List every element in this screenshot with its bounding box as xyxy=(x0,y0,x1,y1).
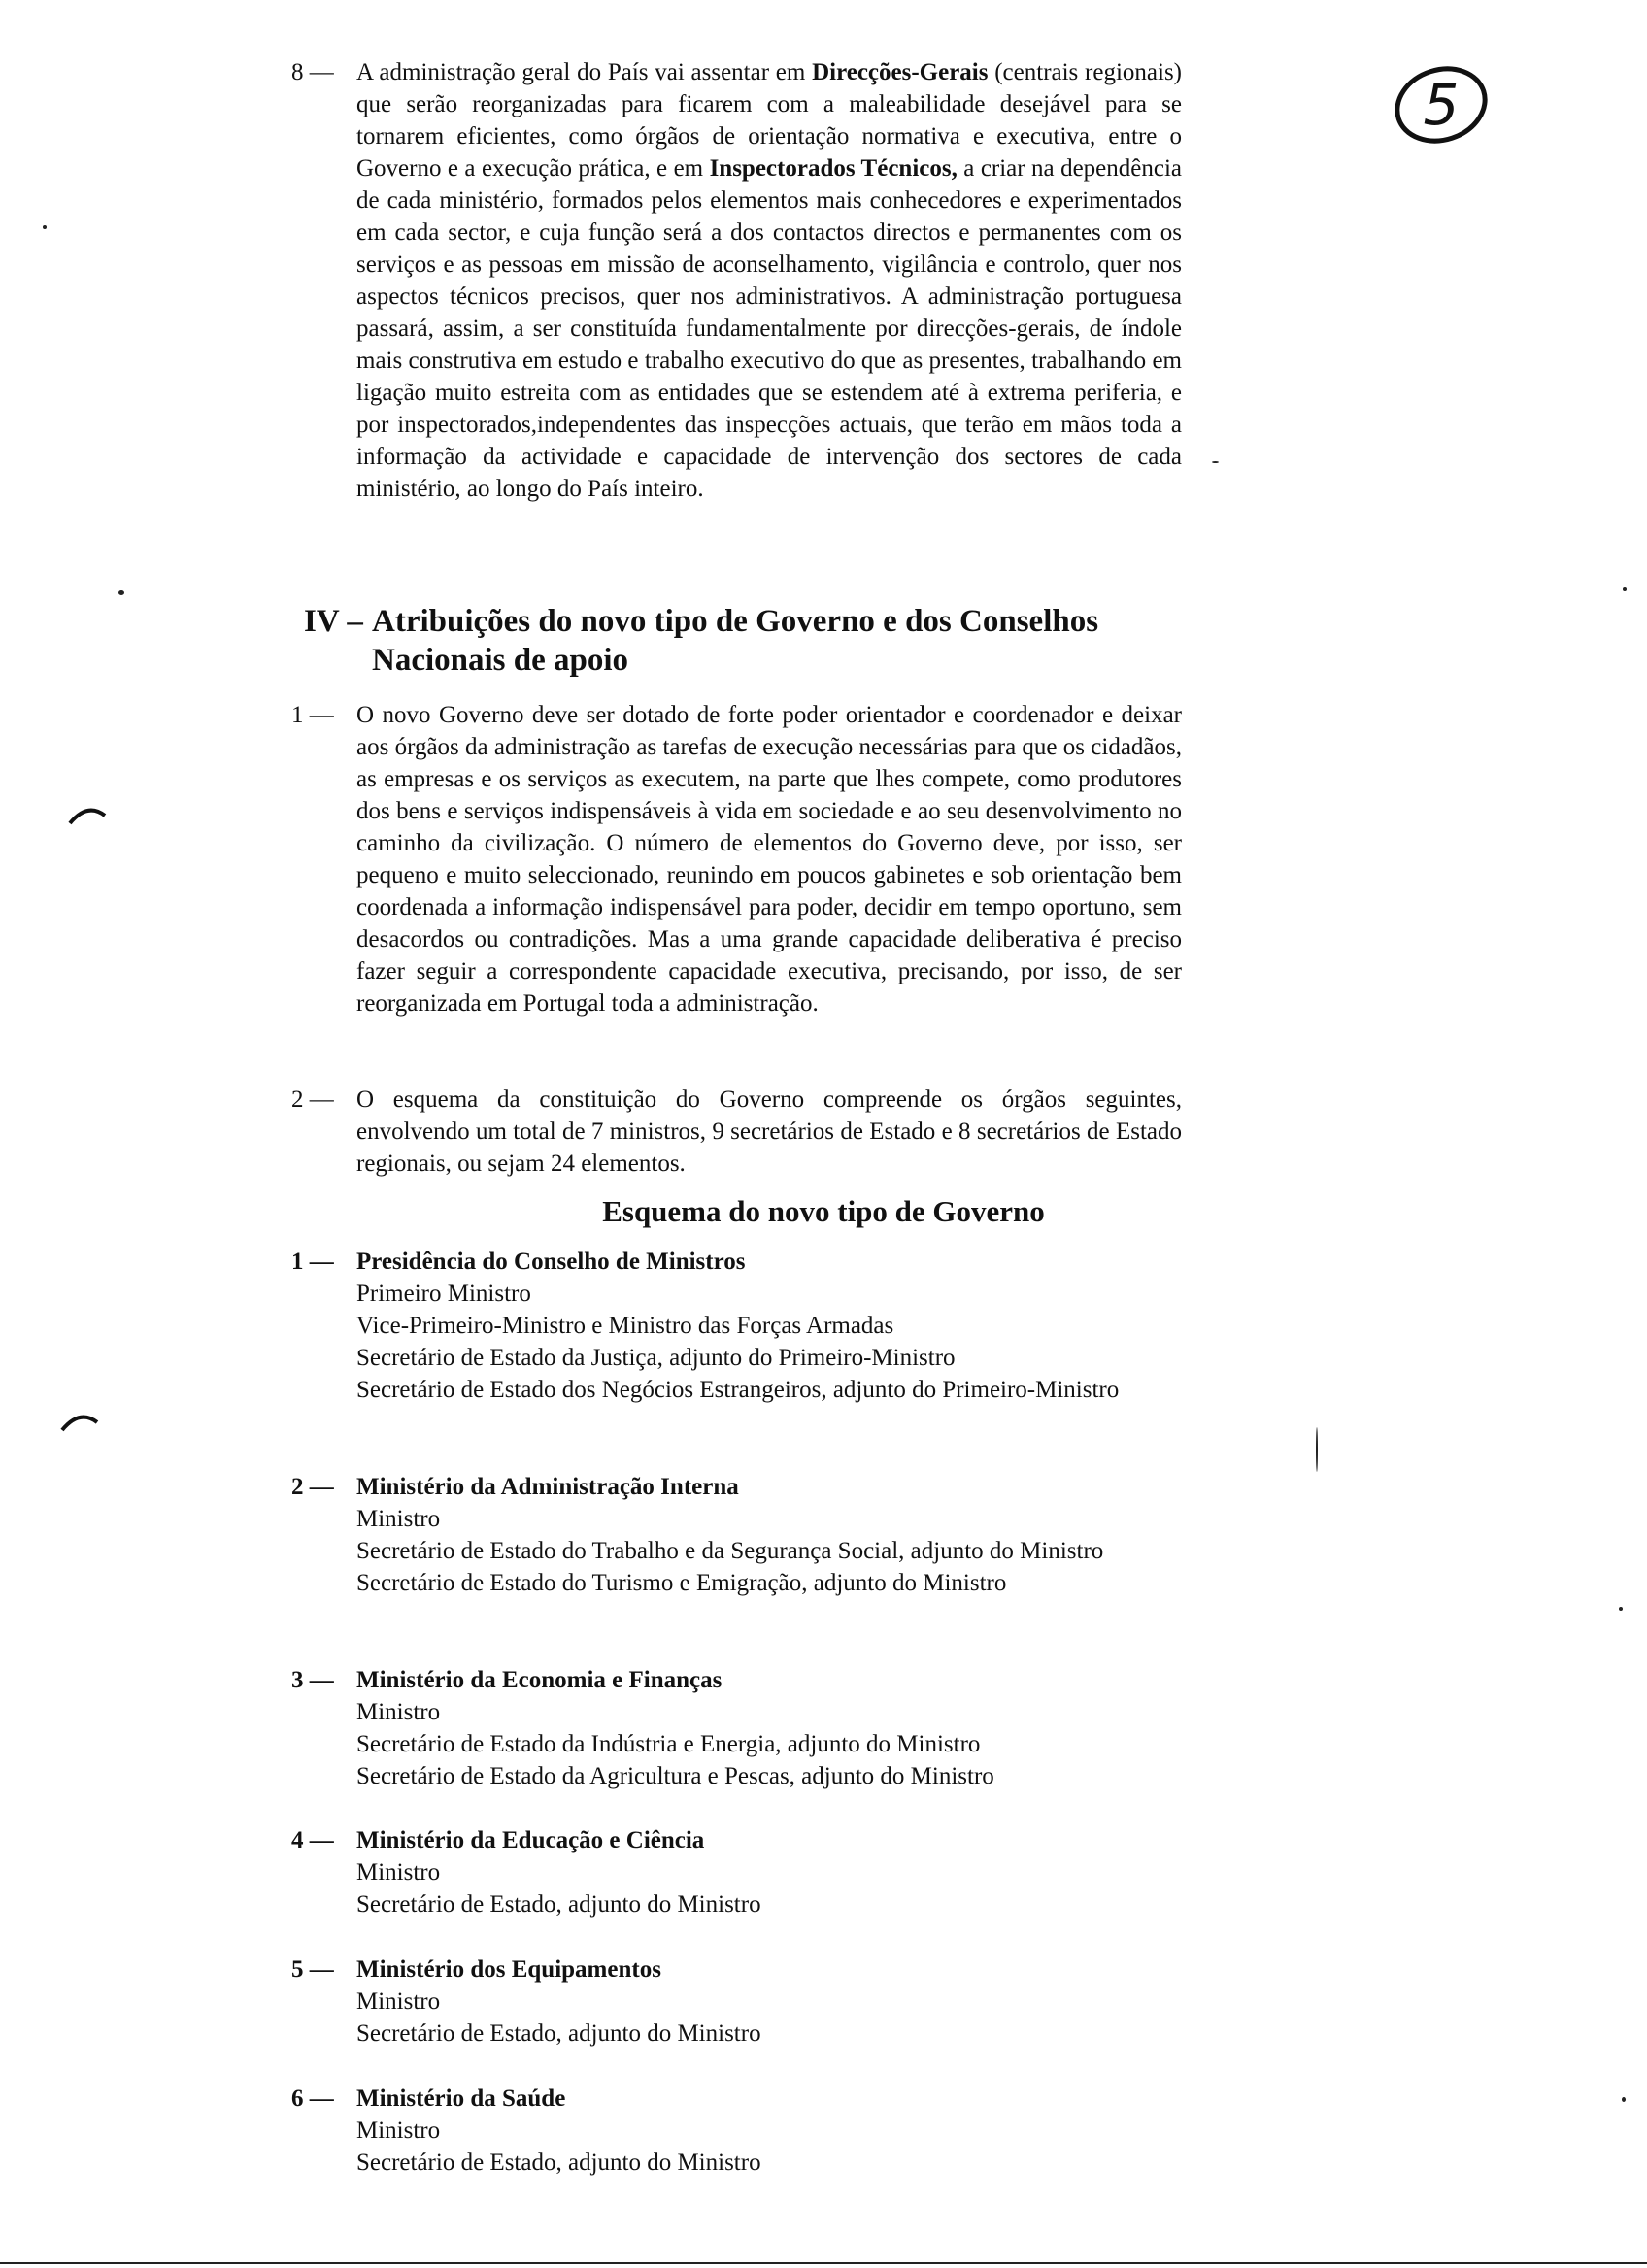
section-iv-title-line1: Atribuições do novo tipo de Governo e dos Conselhos xyxy=(372,604,1099,639)
schema-heading: Esquema do novo tipo de Governo xyxy=(602,1194,1045,1228)
section-number: 3 — xyxy=(291,1667,334,1693)
schema-section-6 xyxy=(291,2083,1194,2179)
stamp-circle-icon xyxy=(1387,60,1496,148)
para-1-number: 1 — xyxy=(291,702,334,728)
section-title-text: Ministério da Educação e Ciência xyxy=(356,1827,705,1853)
item-8-text-a: A administração geral do País vai assentar em xyxy=(356,59,813,85)
section-line: Secretário de Estado, adjunto do Ministro xyxy=(356,2020,761,2047)
scan-speck xyxy=(1619,1607,1623,1611)
schema-section-5 xyxy=(291,1953,1194,2050)
section-title xyxy=(291,1664,1194,1696)
para-2-number: 2 — xyxy=(291,1086,334,1113)
page-bottom-rule xyxy=(0,2262,1647,2264)
item-8-number: 8 — xyxy=(291,59,334,85)
section-title-text: Ministério da Administração Interna xyxy=(356,1474,739,1500)
page-number-stamp xyxy=(1387,60,1496,148)
section-line: Ministro xyxy=(356,1506,441,1532)
scan-speck xyxy=(1316,1427,1318,1472)
section-line: Secretário de Estado do Turismo e Emigração, adjunto do Ministro xyxy=(356,1570,1007,1596)
section-line: Ministro xyxy=(356,2118,441,2144)
section-number: 1 — xyxy=(291,1249,334,1275)
scan-speck xyxy=(1623,587,1627,591)
section-title xyxy=(291,2083,1194,2115)
section-iv-title-line2: Nacionais de apoio xyxy=(372,643,629,678)
para-2-text: O esquema da constituição do Governo compreende os órgãos seguintes, envolvendo um total de 7 ministros, 9 secretários de Estado e 8 secretários de Estado regionais, ou sejam 24 elementos. xyxy=(356,1086,1182,1177)
item-8-bold-direccoes: Direcções-Gerais xyxy=(812,59,989,85)
item-8-text-b: (centrais regionais) que serão reorganizadas para ficarem com a maleabilidade desejável para se tornarem eficientes, como órgãos de orientação normativa e executiva, entre o Governo e a execução prática, e em xyxy=(356,59,1182,182)
scan-speck xyxy=(1622,2097,1626,2102)
schema-section-3 xyxy=(291,1664,1194,1792)
section-line: Ministro xyxy=(356,1699,441,1725)
scan-hole-mark-icon xyxy=(60,1413,99,1432)
section-title-text: Ministério da Economia e Finanças xyxy=(356,1667,723,1693)
section-title xyxy=(291,1246,1194,1278)
section-title-text: Presidência do Conselho de Ministros xyxy=(356,1249,746,1275)
scan-speck xyxy=(43,225,47,229)
section-title-text: Ministério dos Equipamentos xyxy=(356,1956,661,1983)
section-number: 5 — xyxy=(291,1956,334,1983)
section-title xyxy=(291,1471,1194,1503)
section-iv-heading xyxy=(304,602,1217,680)
schema-section-1 xyxy=(291,1246,1194,1406)
section-line: Ministro xyxy=(356,1859,441,1885)
schema-section-4 xyxy=(291,1824,1194,1920)
schema-section-2 xyxy=(291,1471,1194,1599)
stamp-number: 5 xyxy=(1423,72,1460,138)
section-title-text: Ministério da Saúde xyxy=(356,2085,566,2112)
section-line: Secretário de Estado da Justiça, adjunto do Primeiro-Ministro xyxy=(356,1345,956,1371)
section-line: Secretário de Estado, adjunto do Ministro xyxy=(356,1891,761,1918)
scan-speck xyxy=(118,590,124,595)
section-line: Primeiro Ministro xyxy=(356,1281,531,1307)
section-line: Secretário de Estado da Indústria e Energia, adjunto do Ministro xyxy=(356,1731,981,1757)
section-number: 6 — xyxy=(291,2085,334,2112)
section-line: Vice-Primeiro-Ministro e Ministro das Forças Armadas xyxy=(356,1313,894,1339)
section-line: Secretário de Estado da Agricultura e Pescas, adjunto do Ministro xyxy=(356,1763,994,1789)
section-line: Secretário de Estado do Trabalho e da Segurança Social, adjunto do Ministro xyxy=(356,1538,1104,1564)
section-title xyxy=(291,1824,1194,1856)
section-iv-roman: IV – xyxy=(304,604,363,639)
item-8-bold-inspectorados: Inspectorados Técnicos, xyxy=(709,155,958,182)
para-1-text: O novo Governo deve ser dotado de forte poder orientador e coordenador e deixar aos órgãos da administração as tarefas de execução necessárias para que os cidadãos, as empresas e os serviços as executem, na parte que lhes compete, como produtores dos bens e serviços indispensáveis à vida em sociedade e ao seu desenvolvimento no caminho da civilização. O número de elementos do Governo deve, por isso, ser pequeno e muito seleccionado, reunindo em poucos gabinetes e sob orientação bem coordenada a informação indispensável para poder, decidir em tempo oportuno, sem desacordos ou contradições. Mas a uma grande capacidade deliberativa é preciso fazer seguir a correspondente capacidade executiva, precisando, por isso, de ser reorganizada em Portugal toda a administração. xyxy=(356,702,1182,1017)
section-line: Secretário de Estado dos Negócios Estrangeiros, adjunto do Primeiro-Ministro xyxy=(356,1377,1120,1403)
section-title xyxy=(291,1953,1194,1985)
scan-speck xyxy=(1212,461,1219,463)
section-number: 4 — xyxy=(291,1827,334,1853)
item-8-text-c: a criar na dependência de cada ministério, formados pelos elementos mais conhecedores e experimentados em cada sector, e cuja função será a dos contactos directos e permanentes com os serviços e as pessoas em missão de aconselhamento, vigilância e controlo, quer nos aspectos técnicos precisos, quer nos administrativos. A administração portuguesa passará, assim, a ser constituída fundamentalmente por direcções-gerais, de índole mais construtiva em estudo e trabalho executivo do que as presentes, trabalhando em ligação muito estreita com as entidades que se estendem até à extrema periferia, e por inspectorados,independentes das inspecções actuais, que terão em mãos toda a informação da actividade e capacidade de intervenção dos sectores de cada ministério, ao longo do País inteiro. xyxy=(356,155,1182,502)
section-number: 2 — xyxy=(291,1474,334,1500)
scan-hole-mark-icon xyxy=(68,806,107,825)
section-line: Ministro xyxy=(356,1988,441,2015)
section-line: Secretário de Estado, adjunto do Ministro xyxy=(356,2150,761,2176)
item-8-paragraph xyxy=(356,56,1182,505)
